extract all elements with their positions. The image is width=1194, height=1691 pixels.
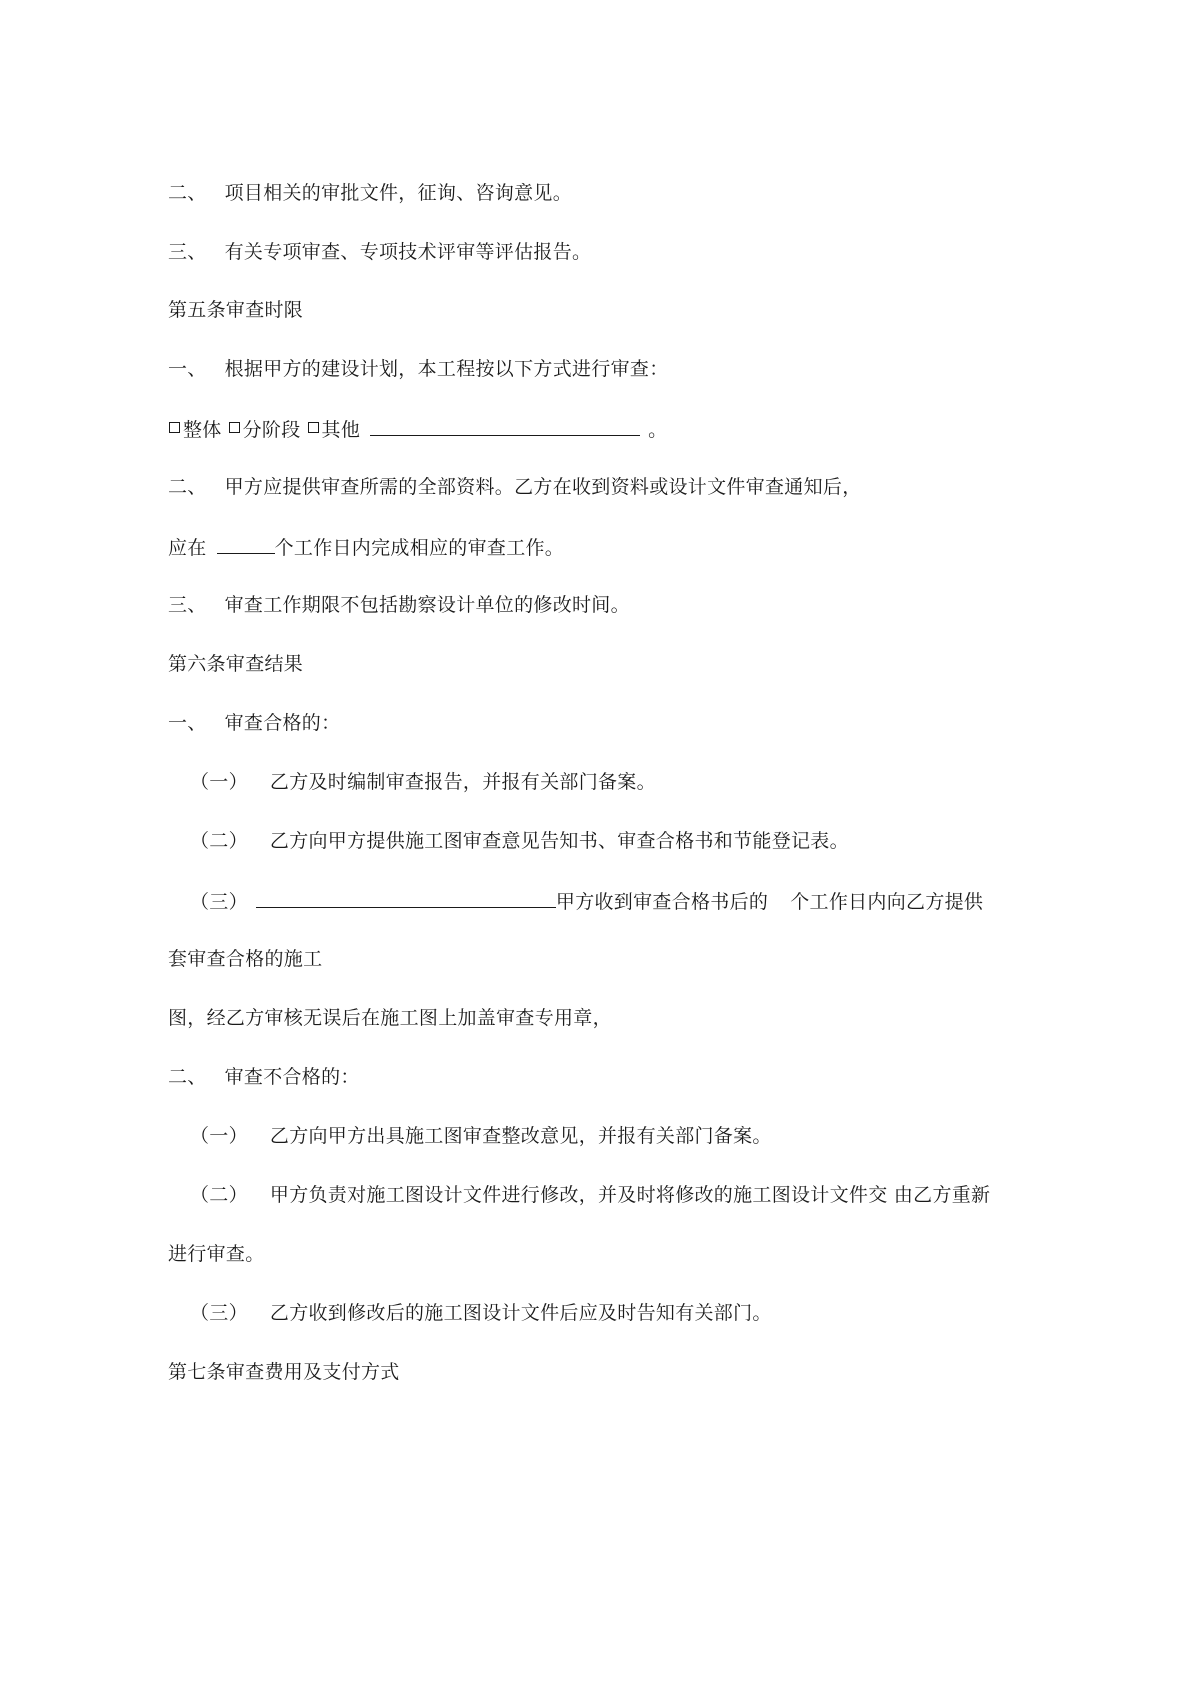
sub-item-report-filing xyxy=(190,769,656,795)
item-text: 审查工作期限不包括勘察设计单位的修改时间。 xyxy=(224,594,630,616)
article-heading-fees-payment: 第七条审查费用及支付方式 xyxy=(168,1361,400,1383)
clause-item-unqualified xyxy=(168,1064,360,1090)
article-heading-review-result: 第六条审查结果 xyxy=(168,653,304,675)
sub-item-number: （一） xyxy=(190,1125,248,1147)
sub-item-number: （二） xyxy=(190,830,248,852)
sub-item-number: （一） xyxy=(190,771,248,793)
article-heading-review-period: 第五条审查时限 xyxy=(168,299,304,321)
sub-item-revision xyxy=(190,1182,990,1208)
sub-item-text: 甲方收到审查合格书后的 xyxy=(555,891,769,913)
clause-item-review-method xyxy=(168,356,669,382)
sub-item-drawings-delivery xyxy=(190,887,983,915)
sub-item-text: 乙方向甲方出具施工图审查整改意见，并报有关部门备案。 xyxy=(269,1125,772,1147)
continuation-line: 进行审查。 xyxy=(168,1243,265,1265)
clause-item-approval-docs xyxy=(168,180,572,206)
clause-item-materials xyxy=(168,474,862,500)
option-whole-label: 整体 xyxy=(183,419,222,441)
review-days-line xyxy=(168,533,564,561)
checkbox-phased[interactable] xyxy=(229,422,240,433)
sub-item-notice-certificate xyxy=(190,828,849,854)
sub-item-text: 乙方及时编制审查报告，并报有关部门备案。 xyxy=(269,771,656,793)
other-method-blank[interactable] xyxy=(370,415,640,436)
sub-item-text: 乙方向甲方提供施工图审查意见告知书、审查合格书和节能登记表。 xyxy=(269,830,849,852)
checkbox-other[interactable] xyxy=(308,422,319,433)
item-number: 二、 xyxy=(168,1066,207,1088)
option-other-label: 其他 xyxy=(321,419,361,441)
clause-item-assessment-reports xyxy=(168,239,591,265)
item-number: 二、 xyxy=(168,476,207,498)
continuation-line: 图，经乙方审核无误后在施工图上加盖审查专用章， xyxy=(168,1007,612,1029)
item-number: 三、 xyxy=(168,594,207,616)
sub-item-text-end: 个工作日内向乙方提供 xyxy=(790,891,984,913)
sub-item-number: （二） xyxy=(190,1184,248,1206)
review-days-prefix: 应在 xyxy=(168,537,207,559)
item-text: 根据甲方的建设计划，本工程按以下方式进行审查： xyxy=(224,358,669,380)
sub-item-number: （三） xyxy=(190,891,248,913)
sub-item-notify-departments xyxy=(190,1300,772,1326)
item-number: 三、 xyxy=(168,241,207,263)
checkbox-whole[interactable] xyxy=(169,422,180,433)
sub-item-text: 乙方收到修改后的施工图设计文件后应及时告知有关部门。 xyxy=(269,1302,772,1324)
clause-item-qualified xyxy=(168,710,340,736)
item-text: 审查不合格的： xyxy=(224,1066,360,1088)
review-days-suffix: 个工作日内完成相应的审查工作。 xyxy=(274,537,565,559)
item-number: 二、 xyxy=(168,182,207,204)
sub-item-text: 甲方负责对施工图设计文件进行修改，并及时将修改的施工图设计文件交 由乙方重新 xyxy=(269,1184,991,1206)
item-text: 有关专项审查、专项技术评审等评估报告。 xyxy=(224,241,592,263)
sentence-end: 。 xyxy=(648,419,668,441)
sub-item-number: （三） xyxy=(190,1302,248,1324)
sub-item-rectification xyxy=(190,1123,772,1149)
item-text: 项目相关的审批文件，征询、咨询意见。 xyxy=(224,182,573,204)
item-text: 审查合格的： xyxy=(224,712,341,734)
continuation-line: 套审查合格的施工 xyxy=(168,948,323,970)
drawings-delivery-blank[interactable] xyxy=(256,887,556,908)
item-number: 一、 xyxy=(168,712,207,734)
review-method-options xyxy=(168,415,667,443)
clause-item-period-exclusion xyxy=(168,592,630,618)
review-days-blank[interactable] xyxy=(217,533,275,554)
option-phased-label: 分阶段 xyxy=(242,419,301,441)
item-number: 一、 xyxy=(168,358,207,380)
item-text: 甲方应提供审查所需的全部资料。乙方在收到资料或设计文件审查通知后， xyxy=(224,476,862,498)
